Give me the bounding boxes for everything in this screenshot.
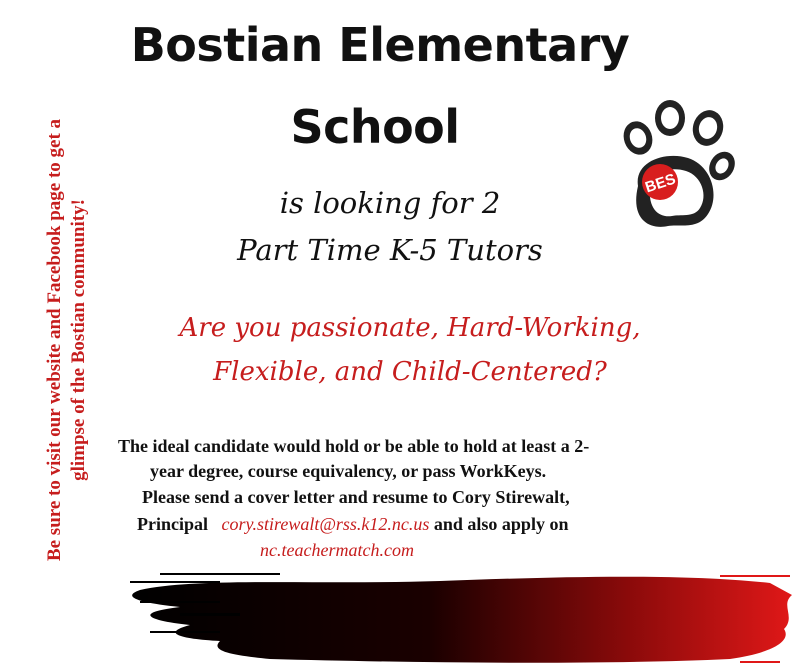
paw-print-icon	[616, 96, 736, 236]
details-line-2: year degree, course equivalency, or pass WorkKeys.	[150, 461, 547, 481]
website-link[interactable]: nc.teachermatch.com	[260, 540, 414, 560]
details-line-4	[137, 514, 568, 535]
brush-stroke-decoration	[120, 555, 800, 670]
side-note-line-2: glimpse of the Bostian community!	[68, 199, 89, 481]
details-line-3: Please send a cover letter and resume to Cory Stirewalt,	[142, 487, 570, 507]
subtitle-line-2: Part Time K-5 Tutors	[237, 233, 543, 267]
side-note-line-1: Be sure to visit our website and Facebook page to get a	[44, 118, 65, 562]
subtitle-line-1: is looking for 2	[279, 186, 501, 220]
side-note	[43, 50, 91, 630]
question-line-1: Are you passionate, Hard-Working,	[179, 313, 641, 343]
details-line-1: The ideal candidate would hold or be able to hold at least a 2-	[118, 436, 590, 456]
details-line-4-prefix: Principal	[137, 514, 208, 534]
title-line-1: Bostian Elementary	[130, 18, 630, 72]
title-line-2: School	[290, 100, 460, 154]
bes-logo-text: BES	[643, 170, 678, 197]
details-line-4-suffix: and also apply on	[433, 514, 569, 534]
question-line-2: Flexible, and Child-Centered?	[213, 357, 607, 387]
email-link[interactable]: cory.stirewalt@rss.k12.nc.us	[221, 514, 430, 534]
